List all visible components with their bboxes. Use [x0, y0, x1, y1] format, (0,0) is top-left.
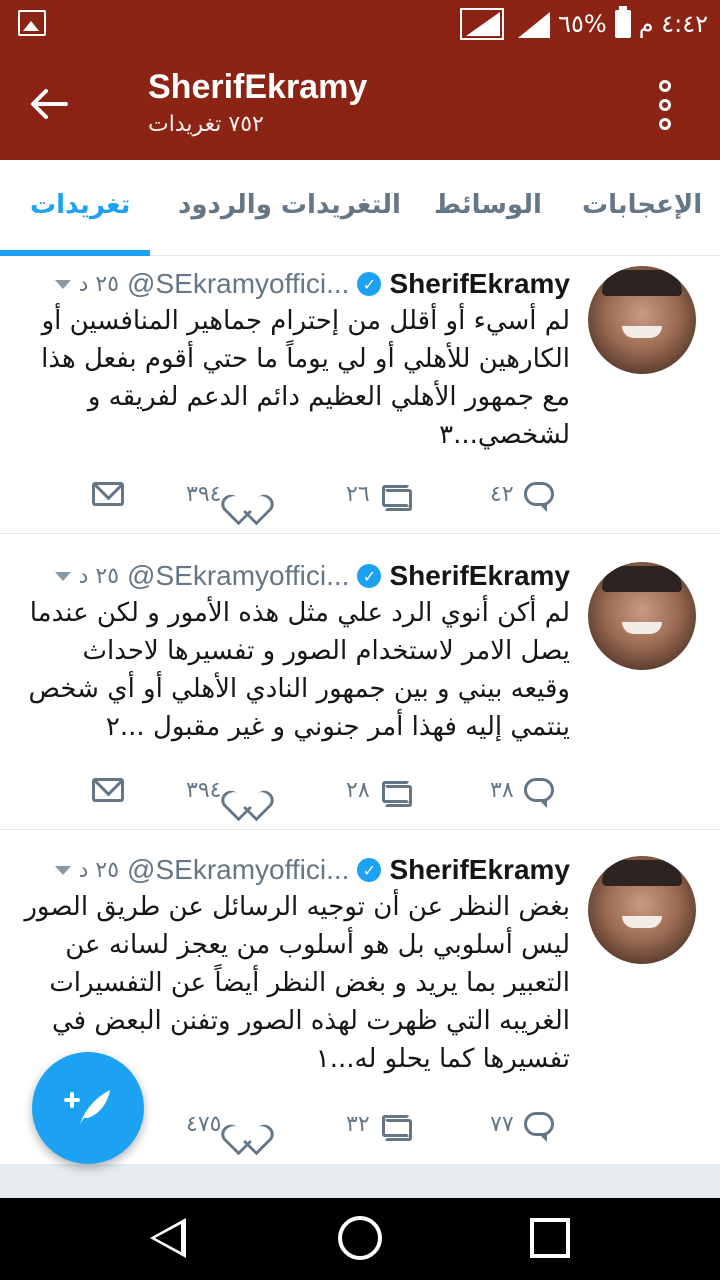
heart-icon: [231, 480, 261, 508]
like-button[interactable]: [186, 768, 261, 812]
list-bottom-divider: [0, 1164, 720, 1198]
like-count: ٤٧٥: [186, 1111, 222, 1137]
like-button[interactable]: [186, 1102, 261, 1146]
tweet-author-handle: @SEkramyoffici...: [127, 268, 350, 299]
retweet-button[interactable]: [346, 472, 414, 516]
verified-badge-icon: ✓: [357, 564, 381, 588]
like-count: ٣٩٤: [186, 777, 222, 803]
reply-icon: [524, 482, 554, 506]
battery-level: ٦٥%: [558, 10, 607, 38]
reply-icon: [524, 778, 554, 802]
tweet-card[interactable]: [0, 256, 720, 534]
gallery-notification-icon: [18, 10, 46, 36]
heart-icon: [231, 776, 261, 804]
tweet-author-handle: @SEkramyoffici...: [127, 854, 350, 885]
tweet-header: [55, 852, 570, 888]
compose-tweet-button[interactable]: [32, 1052, 144, 1164]
tab-tweets[interactable]: تغريدات: [30, 190, 131, 220]
nav-recents-icon[interactable]: [530, 1218, 570, 1258]
tab-likes[interactable]: الإعجابات: [582, 190, 703, 220]
status-icons: [460, 8, 708, 40]
tweet-actions: [0, 472, 570, 516]
envelope-icon: [92, 778, 124, 802]
signal-sim1-icon: [460, 8, 504, 40]
envelope-icon: [92, 482, 124, 506]
tweet-card[interactable]: [0, 534, 720, 830]
tweet-header: [55, 266, 570, 302]
tweet-time: ٢٥ د: [78, 857, 120, 883]
tweet-menu-chevron-icon[interactable]: [55, 280, 71, 289]
tweet-time: ٢٥ د: [78, 563, 120, 589]
system-navigation-bar: [0, 1198, 720, 1280]
profile-name: SherifEkramy: [148, 68, 368, 106]
reply-button[interactable]: [490, 1102, 554, 1146]
retweet-button[interactable]: [346, 768, 414, 812]
tweet-actions: [0, 768, 570, 812]
tweet-text: لم أسيء أو أقلل من إحترام جماهير المنافسين أو الكارهين للأهلي أو لي يوماً ما حتي أقوم بفعل هذا مع جمهور الأهلي العظيم دائم الدعم لفريقه و لشخصي...٣: [41, 306, 570, 450]
reply-button[interactable]: [490, 472, 554, 516]
reply-count: ٧٧: [490, 1111, 514, 1137]
direct-message-button[interactable]: [92, 768, 124, 812]
overflow-menu-button[interactable]: [650, 80, 680, 130]
more-dot-icon: [659, 118, 671, 130]
reply-count: ٤٢: [490, 481, 514, 507]
nav-back-icon[interactable]: [150, 1218, 186, 1258]
tweet-author-name[interactable]: SherifEkramy: [389, 268, 570, 299]
tweet-header: [55, 558, 570, 594]
retweet-icon: [380, 777, 414, 803]
avatar[interactable]: [588, 562, 696, 670]
profile-app-bar: [0, 48, 720, 160]
tweet-menu-chevron-icon[interactable]: [55, 572, 71, 581]
retweet-icon: [380, 481, 414, 507]
reply-icon: [524, 1112, 554, 1136]
reply-button[interactable]: [490, 768, 554, 812]
retweet-count: ٣٢: [346, 1111, 370, 1137]
heart-icon: [231, 1110, 261, 1138]
verified-badge-icon: ✓: [357, 858, 381, 882]
avatar[interactable]: [588, 266, 696, 374]
nav-home-icon[interactable]: [338, 1216, 382, 1260]
tweet-count: ٧٥٢ تغريدات: [148, 112, 264, 137]
tweet-menu-chevron-icon[interactable]: [55, 866, 71, 875]
battery-icon: [615, 10, 631, 38]
avatar[interactable]: [588, 856, 696, 964]
tweet-author-handle: @SEkramyoffici...: [127, 560, 350, 591]
profile-tabs: [0, 160, 720, 256]
reply-count: ٣٨: [490, 777, 514, 803]
tab-media[interactable]: الوسائط: [434, 190, 542, 220]
verified-badge-icon: ✓: [357, 272, 381, 296]
like-count: ٣٩٤: [186, 481, 222, 507]
direct-message-button[interactable]: [92, 472, 124, 516]
tweet-time: ٢٥ د: [78, 271, 120, 297]
more-dot-icon: [659, 99, 671, 111]
tweet-author-name[interactable]: SherifEkramy: [389, 854, 570, 885]
retweet-count: ٢٦: [346, 481, 370, 507]
like-button[interactable]: [186, 472, 261, 516]
signal-sim2-icon: [512, 10, 550, 38]
arrow-left-icon: [28, 87, 68, 121]
status-bar: [0, 0, 720, 48]
tab-tweets-and-replies[interactable]: التغريدات والردود: [178, 190, 401, 220]
retweet-icon: [380, 1111, 414, 1137]
compose-tweet-icon: [62, 1086, 114, 1130]
back-button[interactable]: [24, 80, 72, 128]
retweet-count: ٢٨: [346, 777, 370, 803]
tweet-text: لم أكن أنوي الرد علي مثل هذه الأمور و لكن عندما يصل الامر لاستخدام الصور و تفسيرها لاحداث وقيعه بيني و بين جمهور النادي الأهلي أو أي شخص ينتمي إليه فهذا أمر جنوني و غير مقبول ...٢: [28, 598, 570, 742]
tweet-author-name[interactable]: SherifEkramy: [389, 560, 570, 591]
tweet-text: بغض النظر عن أن توجيه الرسائل عن طريق الصور ليس أسلوبي بل هو أسلوب من يعجز لسانه عن التعبير بما يريد و بغض النظر أيضاً عن التفسيرات الغريبه التي ظهرت لهذه الصور وتفنن البعض في تفسيرها كما يحلو له...١: [24, 892, 570, 1074]
more-dot-icon: [659, 80, 671, 92]
retweet-button[interactable]: [346, 1102, 414, 1146]
clock: ٤:٤٢ م: [638, 10, 708, 38]
